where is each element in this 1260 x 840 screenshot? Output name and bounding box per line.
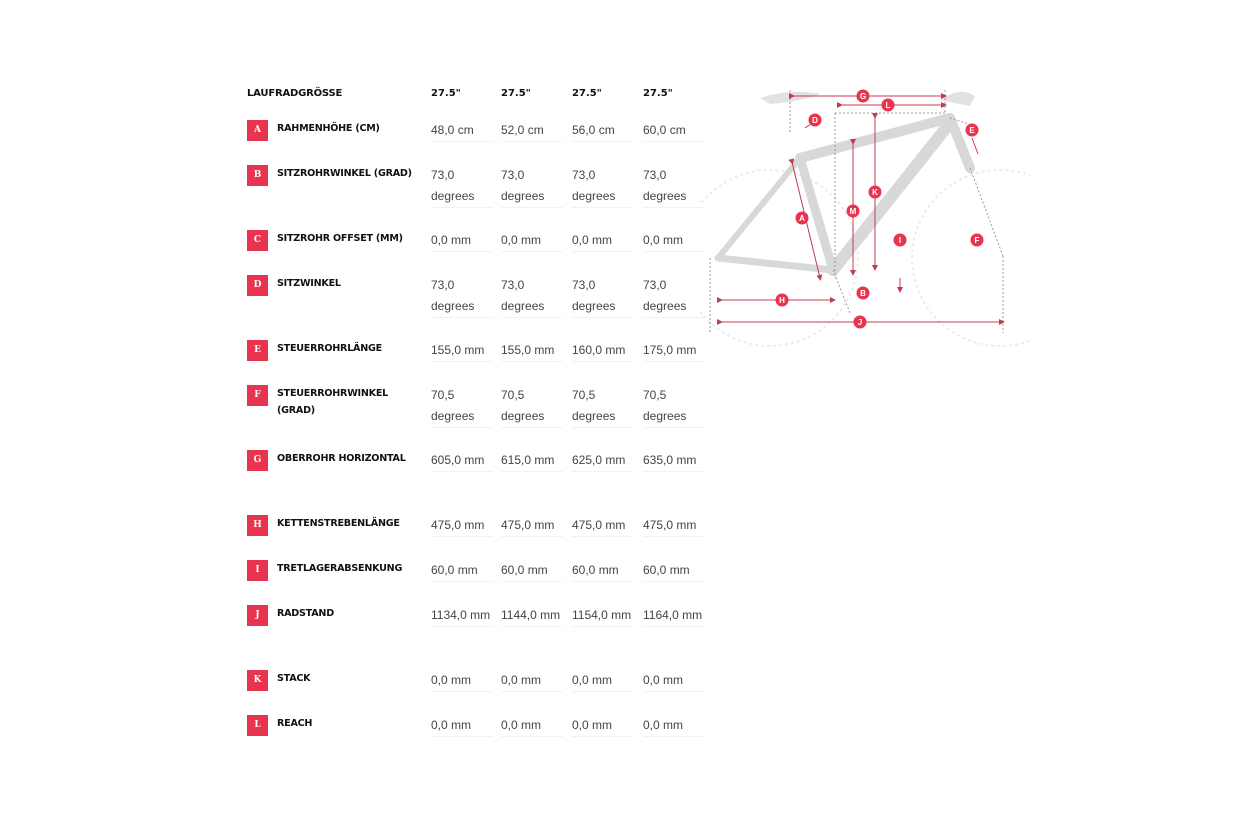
table-cell: 73,0 degrees	[572, 165, 634, 208]
table-cell: 70,5 degrees	[431, 385, 493, 428]
table-cell: 475,0 mm	[643, 515, 705, 537]
dimension-label: RADSTAND	[277, 608, 334, 619]
dimension-key-badge: G	[247, 450, 268, 471]
table-row	[242, 328, 712, 373]
table-cell: 155,0 mm	[501, 340, 563, 362]
table-cell: 56,0 cm	[572, 120, 634, 142]
dimension-label: RAHMENHÖHE (CM)	[277, 123, 380, 134]
table-cell: 60,0 cm	[643, 120, 705, 142]
dimension-key-badge: B	[247, 165, 268, 186]
table-header-row	[242, 80, 712, 108]
dimension-marker-label: I	[898, 236, 902, 245]
table-row	[242, 218, 712, 263]
table-row	[242, 593, 712, 658]
dimension-label: TRETLAGERABSENKUNG	[277, 563, 403, 574]
table-cell: 605,0 mm	[431, 450, 493, 472]
dimension-key-badge: L	[247, 715, 268, 736]
dimension-marker	[854, 316, 867, 329]
table-cell: 70,5 degrees	[643, 385, 705, 428]
table-cell: 70,5 degrees	[501, 385, 563, 428]
dimension-label: SITZWINKEL	[277, 278, 341, 289]
table-cell: 0,0 mm	[572, 670, 634, 692]
dimension-marker	[882, 99, 895, 112]
dimension-marker	[796, 212, 809, 225]
table-cell: 0,0 mm	[431, 230, 493, 252]
dimension-key-badge: F	[247, 385, 268, 406]
table-cell: 60,0 mm	[572, 560, 634, 582]
dimension-marker-label: E	[969, 126, 975, 135]
table-cell: 0,0 mm	[501, 670, 563, 692]
dimension-key-badge: A	[247, 120, 268, 141]
dimension-key-badge: E	[247, 340, 268, 361]
table-cell: 52,0 cm	[501, 120, 563, 142]
dimension-marker	[776, 294, 789, 307]
dimension-label: SITZROHR OFFSET (MM)	[277, 233, 403, 244]
dimension-label: REACH	[277, 718, 313, 729]
dimension-marker-label: B	[860, 289, 866, 298]
bike-diagram-svg	[700, 78, 1030, 358]
table-row	[242, 108, 712, 153]
table-cell: 60,0 mm	[643, 560, 705, 582]
table-cell: 0,0 mm	[431, 715, 493, 737]
dimension-marker-label: M	[849, 207, 857, 216]
table-cell: 475,0 mm	[431, 515, 493, 537]
table-cell: 0,0 mm	[431, 670, 493, 692]
table-cell: 73,0 degrees	[643, 275, 705, 318]
dimension-marker-label: H	[779, 296, 785, 305]
table-cell: 0,0 mm	[643, 230, 705, 252]
dimension-marker	[966, 124, 979, 137]
dimension-label: SITZROHRWINKEL (GRAD)	[277, 168, 412, 179]
bike-geometry-diagram	[700, 78, 1030, 358]
dimension-key-badge: K	[247, 670, 268, 691]
table-cell: 73,0 degrees	[501, 275, 563, 318]
table-cell: 1164,0 mm	[643, 605, 705, 627]
dimension-marker	[857, 90, 870, 103]
dimension-key-badge: H	[247, 515, 268, 536]
size-column-header: 27.5"	[431, 88, 461, 99]
table-row	[242, 703, 712, 748]
size-column-header: 27.5"	[501, 88, 531, 99]
table-cell: 73,0 degrees	[501, 165, 563, 208]
dimension-key-badge: J	[247, 605, 268, 626]
front-wheel	[912, 170, 1030, 346]
table-body	[242, 108, 712, 748]
dimension-marker-label: K	[872, 188, 878, 197]
dimension-label: STEUERROHRWINKEL (GRAD)	[277, 388, 388, 416]
geometry-table	[242, 80, 712, 748]
table-cell: 475,0 mm	[572, 515, 634, 537]
dimension-label: KETTENSTREBENLÄNGE	[277, 518, 400, 529]
dimension-marker-label: J	[857, 318, 863, 327]
table-cell: 0,0 mm	[572, 715, 634, 737]
table-cell: 0,0 mm	[501, 230, 563, 252]
table-cell: 73,0 degrees	[431, 275, 493, 318]
dimension-marker-label: G	[859, 92, 867, 101]
table-cell: 635,0 mm	[643, 450, 705, 472]
table-row	[242, 373, 712, 438]
table-cell: 1134,0 mm	[431, 605, 493, 627]
table-row	[242, 438, 712, 503]
dimension-marker	[894, 234, 907, 247]
wheel-size-header: LAUFRADGRÖSSE	[247, 88, 343, 99]
dimension-marker-label: A	[799, 214, 805, 223]
table-row	[242, 658, 712, 703]
dimension-key-badge: D	[247, 275, 268, 296]
table-cell: 73,0 degrees	[431, 165, 493, 208]
table-cell: 0,0 mm	[643, 670, 705, 692]
frame-tubes	[718, 118, 970, 270]
table-cell: 73,0 degrees	[643, 165, 705, 208]
dimension-label: STACK	[277, 673, 311, 684]
table-cell: 73,0 degrees	[572, 275, 634, 318]
dimension-key-badge: I	[247, 560, 268, 581]
dimension-marker	[857, 287, 870, 300]
table-cell: 475,0 mm	[501, 515, 563, 537]
table-cell: 1154,0 mm	[572, 605, 634, 627]
dimension-marker-label: D	[812, 116, 818, 125]
dimension-marker	[869, 186, 882, 199]
dimension-label: STEUERROHRLÄNGE	[277, 343, 382, 354]
dimension-label: OBERROHR HORIZONTAL	[277, 453, 406, 464]
table-row	[242, 263, 712, 328]
table-row	[242, 153, 712, 218]
dimension-marker	[847, 205, 860, 218]
dimension-key-badge: C	[247, 230, 268, 251]
table-cell: 70,5 degrees	[572, 385, 634, 428]
table-cell: 60,0 mm	[431, 560, 493, 582]
table-cell: 0,0 mm	[643, 715, 705, 737]
table-cell: 155,0 mm	[431, 340, 493, 362]
size-column-header: 27.5"	[643, 88, 673, 99]
dimension-marker-label: L	[885, 101, 891, 110]
table-row	[242, 503, 712, 548]
dimension-marker	[809, 114, 822, 127]
size-column-header: 27.5"	[572, 88, 602, 99]
table-cell: 60,0 mm	[501, 560, 563, 582]
table-row	[242, 548, 712, 593]
table-cell: 1144,0 mm	[501, 605, 563, 627]
table-cell: 615,0 mm	[501, 450, 563, 472]
table-cell: 0,0 mm	[501, 715, 563, 737]
table-cell: 175,0 mm	[643, 340, 705, 362]
table-cell: 0,0 mm	[572, 230, 634, 252]
table-cell: 48,0 cm	[431, 120, 493, 142]
table-cell: 160,0 mm	[572, 340, 634, 362]
table-cell: 625,0 mm	[572, 450, 634, 472]
dimension-marker	[971, 234, 984, 247]
dimension-marker-label: F	[974, 236, 980, 245]
